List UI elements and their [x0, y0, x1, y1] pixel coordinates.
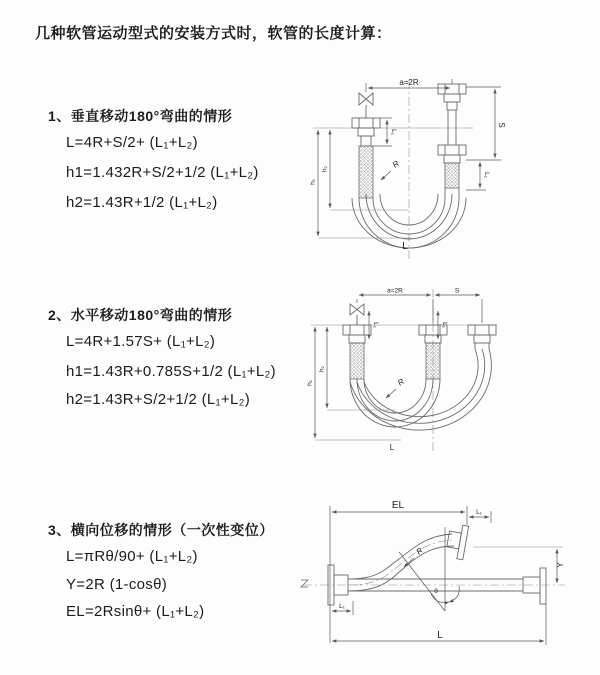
section1-formula-h1: h1=1.432R+S/2+1/2 (L₁+L₂): [66, 164, 259, 181]
dim-offset-label: Y: [556, 562, 565, 568]
dim-h1-label: h₁: [306, 380, 314, 386]
radius-callout: [404, 546, 425, 567]
dim-h2-label: h₂: [318, 365, 326, 373]
middle-pipe-fitting: [419, 325, 447, 379]
dim-shift-label: S: [454, 287, 460, 295]
section1-formula-L: L=4R+S/2+ (L₁+L₂): [66, 134, 198, 151]
dim-fitting-bottom: [332, 601, 353, 615]
dim-stroke: [466, 87, 506, 160]
dim-span-label: a=2R: [399, 78, 419, 87]
left-pipe-fitting: [352, 118, 380, 198]
dim-length: [332, 603, 546, 645]
hose-u-bend: [350, 349, 491, 430]
dim-fitting-top: [469, 509, 491, 523]
diagram-lateral-displacement: [295, 495, 600, 665]
section1-formula-h2: h2=1.43R+1/2 (L₁+L₂): [66, 194, 218, 211]
dim-fitting-top-label: L₁: [476, 509, 482, 516]
dim-el-label: EL: [391, 500, 405, 511]
dim-span: [366, 78, 452, 92]
length-label: L: [402, 241, 408, 252]
radius-callout: [386, 377, 406, 398]
page-title: 几种软管运动型式的安装方式时，软管的长度计算：: [35, 25, 392, 42]
valve-icon: [359, 93, 373, 118]
left-pipe-fitting: [343, 325, 371, 379]
dim-fitting-left-label: L₁: [372, 322, 379, 328]
dim-h1-label: h₁: [309, 179, 317, 185]
angle-construction: [399, 527, 459, 611]
section3-heading: 3、横向位移的情形（一次性变位）: [48, 522, 274, 538]
section2-formula-h2: h2=1.43R+S/2+1/2 (L₁+L₂): [66, 391, 251, 408]
braided-hose-section: [445, 163, 459, 188]
valve-icon: [350, 304, 364, 325]
dim-fitting-left: [373, 118, 397, 146]
right-pipe-fitting: [468, 325, 496, 349]
section3-formula-Y: Y=2R (1-cosθ): [66, 576, 168, 593]
dim-span-label: a=2R: [387, 287, 403, 295]
section3-formula-L: L=πRθ/90+ (L₁+L₂): [66, 548, 198, 565]
dim-fitting-bottom-label: L₁: [339, 603, 345, 610]
dim-span: [357, 288, 482, 324]
upper-flange: [445, 523, 469, 560]
dim-length-label: L: [437, 630, 443, 641]
dim-effective-length: [330, 500, 467, 643]
length-label: L: [389, 443, 395, 452]
dim-fitting-right: [466, 162, 490, 190]
diagram-vertical-180-bend: [305, 70, 600, 270]
radius-label: R: [390, 158, 401, 170]
braided-hose-section: [359, 146, 373, 198]
section3-formula-EL: EL=2Rsinθ+ (L₁+L₂): [66, 603, 205, 620]
dim-fitting-left-label: L₁: [390, 129, 397, 135]
right-pipe-fitting: [438, 84, 466, 198]
radius-callout: [381, 159, 401, 180]
dim-offset: [473, 547, 565, 583]
section2-formula-L: L=4R+1.57S+ (L₁+L₂): [66, 333, 216, 350]
radius-label: R: [414, 545, 425, 557]
displaced-hose: [348, 523, 469, 591]
radius-label: R: [395, 376, 406, 388]
section2-heading: 2、水平移动180°弯曲的情形: [48, 307, 233, 323]
braided-hose-section: [350, 343, 364, 379]
dim-fitting-right-label: L₁: [483, 172, 490, 178]
dim-stroke-label: S: [497, 122, 506, 128]
dim-fitting-mid-label: L₁: [441, 322, 448, 328]
braided-hose-section: [426, 343, 440, 379]
diagram-horizontal-180-bend: [305, 283, 600, 463]
angle-label: θ: [434, 588, 438, 595]
section1-heading: 1、垂直移动180°弯曲的情形: [48, 108, 233, 124]
section2-formula-h1: h1=1.43R+0.785S+1/2 (L₁+L₂): [66, 363, 276, 380]
dim-h2-label: h₂: [321, 165, 329, 173]
axis-break-mark: [301, 580, 308, 587]
